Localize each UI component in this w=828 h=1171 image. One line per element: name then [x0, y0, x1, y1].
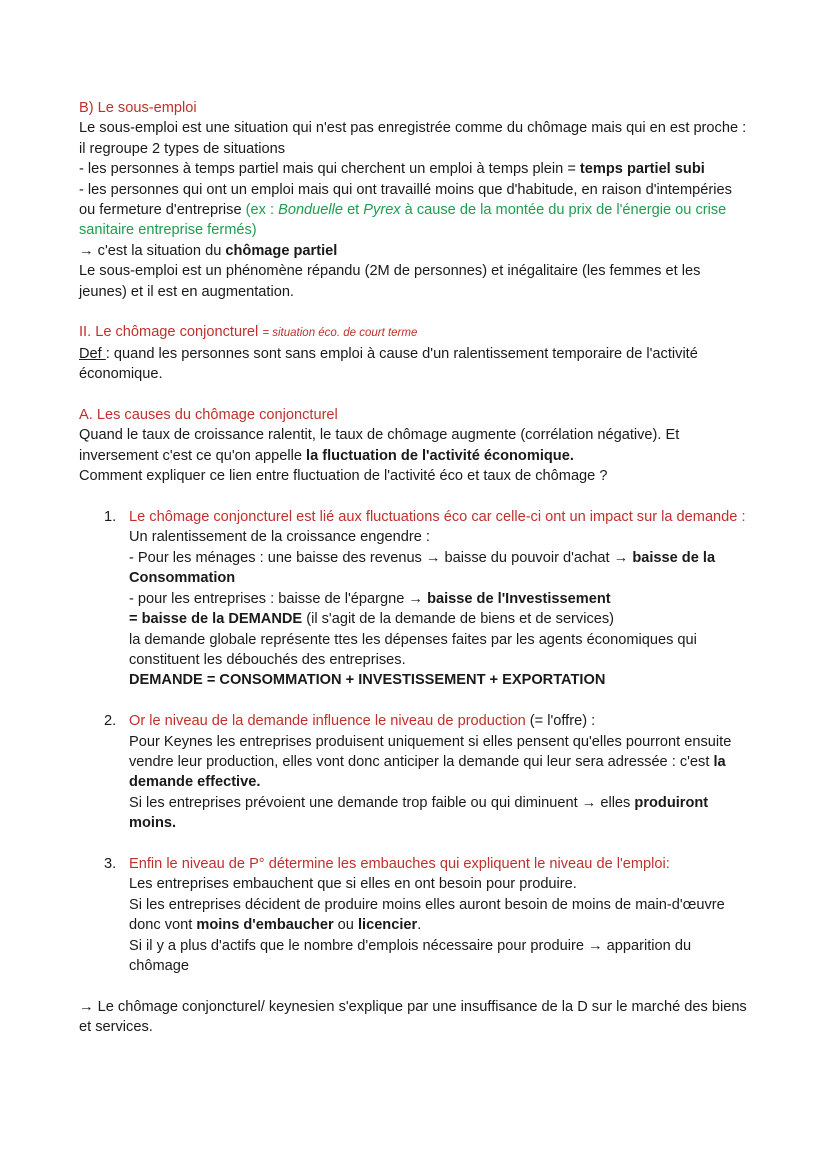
list-number-1: 1. [104, 509, 117, 526]
list-item-3-line-1: Les entreprises embauchent que si elles en ont besoin pour produire. [129, 876, 577, 893]
list-item-2 [79, 711, 749, 833]
section-b-item-1 [79, 159, 749, 179]
list-item-2-line-2 [129, 793, 749, 834]
list-item-1-line-5: la demande globale représente ttes les dépenses faites par les agents économiques qui constituent les débouchés des entreprises. [129, 631, 697, 668]
item-2-line-2-text: Si les entreprises prévoient une demande trop faible ou qui diminuent → elles [129, 794, 635, 811]
item-1-text: - les personnes à temps partiel mais qui cherchent un emploi à temps plein = [79, 161, 580, 178]
section-ii-title-text: II. Le chômage conjoncturel [79, 324, 263, 341]
document-body [79, 98, 749, 1038]
line-4-text: (il s'agit de la demande de biens et de services) [302, 611, 615, 628]
p1-text: Quand le taux de croissance ralentit, le taux de chômage augmente (corrélation négative). Et inversement c'est ce qu'on appelle [79, 427, 680, 464]
section-ii-title [79, 322, 749, 343]
item-2-text: - les personnes qui ont un emploi mais qui ont travaillé moins que d'habitude, en raison d'intempéries ou fermeture d'entreprise [79, 181, 732, 219]
item-2-line-1-text: Pour Keynes les entreprises produisent uniquement si elles pensent qu'elles pourront ensuite vendre leur production, elles vont donc anticiper la demande qui leur sera adressée : c'est [129, 733, 732, 770]
list-item-1-line-3 [129, 589, 749, 609]
list-item-3-line-3: Si il y a plus d'actifs que le nombre d'emplois nécessaire pour produire → apparition du chômage [129, 937, 692, 974]
list-item-2-title [129, 711, 749, 731]
list-item-3-line-2 [129, 895, 749, 936]
list-item-2-line-1 [129, 732, 749, 793]
line-3-text: - pour les entreprises : baisse de l'épargne → [129, 590, 428, 607]
item-3-line-2-end: . [417, 917, 422, 934]
list-item-1-line-1: Un ralentissement de la croissance engendre : [129, 529, 430, 546]
item-3-line-2-mid: ou [333, 917, 358, 934]
list-number-3: 3. [104, 855, 117, 872]
list-gap [79, 691, 749, 711]
section-b-title: B) Le sous-emploi [79, 100, 197, 116]
list-item-1-title: Le chômage conjoncturel est lié aux fluctuations éco car celle-ci ont un impact sur la demande : [129, 509, 746, 526]
section-b-summary: Le sous-emploi est un phénomène répandu (2M de personnes) et inégalitaire (les femmes et les jeunes) et il est en augmentation. [79, 263, 701, 300]
item-3-line-2-bold-1: moins d'embaucher [196, 917, 334, 934]
item-3-line-2-text: Si les entreprises décident de produire moins elles auront besoin de moins de main-d'œuvre donc vont [129, 896, 725, 934]
section-b-arrow [79, 241, 749, 261]
item-3-line-2-bold-2: licencier [357, 917, 418, 934]
arrow-text: → c'est la situation du [79, 242, 226, 259]
section-ii-subtitle: = situation éco. de court terme [262, 327, 418, 340]
section-b-intro: Le sous-emploi est une situation qui n'est pas enregistrée comme du chômage mais qui en est proche : il regroupe 2 types de situations [79, 120, 747, 157]
line-3-bold: baisse de l'Investissement [427, 590, 611, 607]
list-item-1 [79, 507, 749, 691]
causes-list [79, 507, 749, 976]
item-2-title-suffix: (= l'offre) : [525, 713, 596, 730]
list-number-2: 2. [104, 713, 117, 730]
definition [79, 344, 749, 385]
arrow-bold: chômage partiel [225, 242, 338, 259]
p1-bold: la fluctuation de l'activité économique. [306, 447, 574, 464]
item-1-bold: temps partiel subi [579, 161, 705, 178]
section-a-p1 [79, 425, 749, 466]
list-item-3 [79, 854, 749, 976]
conclusion: → Le chômage conjoncturel/ keynesien s'explique par une insuffisance de la D sur le marché des biens et services. [79, 998, 747, 1036]
list-item-1-line-4 [129, 609, 749, 629]
example-brand-1: Bonduelle [278, 202, 344, 219]
list-item-3-title: Enfin le niveau de P° détermine les embauches qui expliquent le niveau de l'emploi: [129, 855, 670, 872]
list-gap [79, 834, 749, 854]
formula-bold: DEMANDE = CONSOMMATION + INVESTISSEMENT + EXPORTATION [129, 672, 606, 689]
definition-label: Def [79, 345, 106, 362]
section-a-title: A. Les causes du chômage conjoncturel [79, 407, 338, 424]
item-2-line-1-bold: la demande effective. [129, 753, 726, 791]
example-brand-2: Pyrex [363, 202, 401, 219]
item-2-title-text: Or le niveau de la demande influence le niveau de production [129, 713, 526, 730]
definition-text: : quand les personnes sont sans emploi à cause d'un ralentissement temporaire de l'activité économique. [79, 345, 698, 383]
line-2-bold: baisse de la Consommation [129, 549, 716, 587]
section-a-question: Comment expliquer ce lien entre fluctuation de l'activité éco et taux de chômage ? [79, 468, 608, 485]
item-2-line-2-bold: produiront moins. [129, 794, 709, 832]
example-c: à cause de la montée du prix de l'énergie ou crise sanitaire entreprise fermés) [79, 202, 727, 239]
section-b-item-2 [79, 180, 749, 241]
example-a: (ex : [245, 202, 279, 219]
line-4-bold: = baisse de la DEMANDE [129, 611, 303, 628]
line-2-text: - Pour les ménages : une baisse des revenus → baisse du pouvoir d'achat → [129, 549, 633, 566]
example-b: et [343, 202, 364, 219]
list-item-1-formula [129, 670, 749, 690]
list-item-1-line-2 [129, 548, 749, 589]
